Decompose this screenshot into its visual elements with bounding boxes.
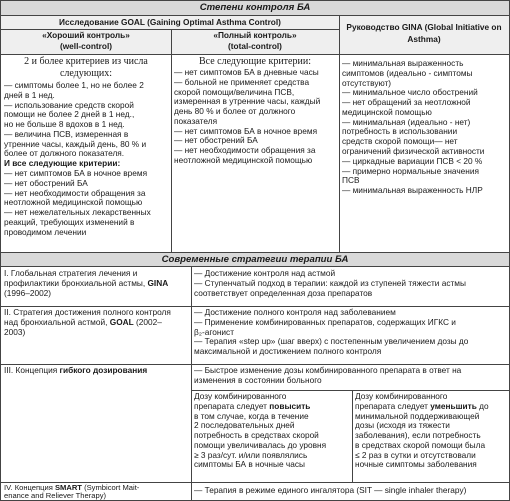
section2-title: Современные стратегии терапии БА	[1, 252, 509, 267]
good-all-item: неотложной медицинской помощью	[4, 197, 143, 208]
good-item: утренние часы, каждый день, 80 % и	[4, 138, 147, 149]
good-label: «Хороший контроль»	[42, 30, 130, 40]
dose-decrease-cell	[352, 391, 509, 483]
dose-text: симптомы БА в ночные часы	[194, 459, 305, 470]
strategy-point: — Терапия «step up» (шаг вверх) с постепенным увеличением дозы до	[194, 336, 469, 347]
dose-text: Дозу комбинированного	[355, 391, 448, 401]
strategy-text: I. Глобальная стратегия лечения и	[4, 268, 138, 278]
col-good-header	[1, 29, 171, 54]
good-item: — симптомы более 1, но не более 2	[4, 80, 144, 90]
dose-text: ≥ 3 раз/сут. и/или появлялись	[194, 449, 308, 460]
dose-text: ≤ 2 раз в сутки и отсутствовали	[355, 449, 476, 460]
col-research-header: Исследование GOAL (Gaining Optimal Asthma Control)	[1, 16, 339, 29]
dose-text: до	[476, 400, 489, 411]
good-item: помощи не более 2 дней в 1 нед.,	[4, 109, 135, 120]
strategy-smart-left	[1, 483, 191, 501]
good-all-label: И все следующие критерии:	[4, 158, 121, 169]
dose-keyword: уменьшить	[430, 400, 477, 411]
total-item: день 80 % и более от должного	[174, 106, 296, 117]
dose-text: препарата следует	[355, 400, 431, 411]
good-item: более от должного показателя.	[4, 148, 125, 159]
strategy-point: максимальной и достижением полного контроля	[194, 346, 382, 357]
gina-item: отсутствуют)	[342, 77, 392, 88]
gina-item: симптомов (идеально - симптомы	[342, 67, 473, 78]
gina-item: — минимальная (идеально - нет)	[342, 116, 471, 127]
dose-text: ночные симптомы заболевания	[355, 459, 477, 470]
gina-item: потребность в использовании	[342, 126, 458, 137]
good-item: дней в 1 нед.	[4, 89, 55, 100]
strategy-goal-right	[191, 307, 509, 364]
strategy-point: — Ступенчатый подход в терапии: каждой из ступеней тяжести астмы	[194, 277, 466, 288]
total-sublabel: (total-control)	[228, 41, 282, 51]
strategy-acronym: GOAL	[109, 316, 134, 327]
strategy-text: над бронхиальной астмой,	[4, 316, 110, 327]
strategy-acronym: GINA	[147, 277, 169, 288]
good-item: — использование средств скорой	[4, 99, 134, 110]
strategy-keyword: гибкого дозирования	[59, 365, 148, 375]
dose-keyword: повысить	[269, 400, 311, 411]
strategy-text: (Symbicort Mait-	[81, 483, 140, 492]
strategy-gina-right	[191, 268, 509, 306]
total-item: — нет обострений БА	[174, 135, 258, 146]
good-intro: 2 и более критериев из числа следующих:	[24, 56, 148, 79]
good-control-cell	[1, 55, 171, 252]
col-gina-header: Руководство GINA (Global Initiative on Asthma)	[339, 16, 509, 54]
gina-item: — минимальная выраженность НЛР	[342, 185, 483, 196]
good-all-item: — нет обострений БА	[4, 177, 88, 188]
gina-item: ограничений физической активности	[342, 146, 485, 157]
good-all-item: реакций, требующих изменений в	[4, 216, 135, 227]
gina-cell	[339, 55, 509, 252]
dose-increase-cell	[191, 391, 352, 483]
strategy-point: — Быстрое изменение дозы комбинированного препарата в ответ на	[194, 365, 462, 375]
gina-item: — минимальное число обострений	[342, 87, 478, 98]
total-item: — больной не применяет средства	[174, 76, 310, 87]
strategy-text: (1996–2002)	[4, 287, 52, 298]
strategy-text: III. Концепция	[4, 365, 60, 375]
strategy-text: enance and Reliever Therapy)	[4, 491, 107, 500]
strategy-point: — Достижение контроля над астмой	[194, 268, 336, 278]
total-item: показателя	[174, 115, 218, 126]
gina-item: — нет обращений за неотложной	[342, 97, 471, 108]
total-label: «Полный контроль»	[213, 30, 297, 40]
total-item: — нет симптомов БА в ночное время	[174, 125, 318, 136]
total-intro: Все следующие критерии:	[199, 56, 311, 67]
good-sublabel: (well-control)	[59, 41, 113, 51]
strategy-point: — Применение комбинированных препаратов, содержащих ИГКС и	[194, 316, 456, 327]
dose-text: помощи увеличивалась до уровня	[194, 439, 327, 450]
total-item: неотложной медицинской помощью	[174, 155, 313, 166]
good-all-item: — нет нежелательных лекарственных	[4, 207, 151, 218]
dose-text: потребность в средствах скорой	[194, 430, 319, 441]
good-all-item: проводимом лечении	[4, 226, 87, 237]
strategy-goal-left	[1, 307, 191, 364]
strategy-text: профилактики бронхиальной астмы,	[4, 277, 148, 288]
dose-text: препарата следует	[194, 400, 270, 411]
good-all-item: — нет необходимости обращения за	[4, 187, 146, 198]
strategy-text: 2003)	[4, 326, 26, 337]
good-all-item: — нет симптомов БА в ночное время	[4, 168, 148, 179]
good-item: — величина ПСВ, измеренная в	[4, 128, 129, 139]
strategy-point: — Достижение полного контроля над заболеванием	[194, 307, 396, 317]
strategy-flexible-right	[191, 365, 509, 390]
total-item: — нет симптомов БА в дневные часы	[174, 67, 319, 77]
dose-text: 2 последовательных дней	[194, 420, 295, 431]
strategy-text: II. Стратегия достижения полного контроля	[4, 307, 171, 317]
gina-item: — примерно нормальные значения	[342, 165, 479, 176]
strategy-point: соответствует определенная доза препаратов	[194, 287, 373, 298]
dose-text: минимальной поддерживающей	[355, 410, 480, 421]
good-item: но не больше 8 вдохов в 1 нед.	[4, 119, 125, 130]
dose-text: дозы (исходя из тяжести	[355, 420, 450, 431]
strategy-smart-right: — Терапия в режиме единого ингалятора (SIT — single inhaler therapy)	[194, 485, 467, 495]
dose-text: Дозу комбинированного	[194, 391, 287, 401]
col-total-header	[171, 29, 339, 54]
gina-item: ПСВ	[342, 175, 360, 186]
section1-title: Степени контроля БА	[1, 1, 509, 16]
strategy-text: IV. Концепция	[4, 483, 55, 492]
dose-text: в том случае, когда в течение	[194, 410, 309, 421]
gina-item: — минимальная выраженность	[342, 58, 464, 68]
strategy-point: изменения в состоянии больного	[194, 374, 322, 385]
strategy-text: (2002–	[133, 316, 162, 327]
dose-text: в средствах скорой помощи была	[355, 439, 486, 450]
gina-item: — циркадные вариации ПСВ < 20 %	[342, 155, 483, 166]
dose-text: заболевания), если потребность	[355, 430, 481, 441]
strategy-gina-left	[1, 268, 191, 306]
strategy-flexible-left	[1, 365, 191, 483]
strategy-point: β₂-агонист	[194, 326, 234, 337]
total-item: измеренная в утренние часы, каждый	[174, 96, 321, 107]
total-item: — нет необходимости обращения за	[174, 145, 316, 156]
total-item: скорой помощи/величина ПСВ,	[174, 86, 295, 97]
gina-item: средств скорой помощи— нет	[342, 136, 458, 147]
strategy-acronym: SMART	[54, 483, 82, 492]
gina-item: медицинской помощью	[342, 106, 432, 117]
total-control-cell	[171, 55, 339, 252]
